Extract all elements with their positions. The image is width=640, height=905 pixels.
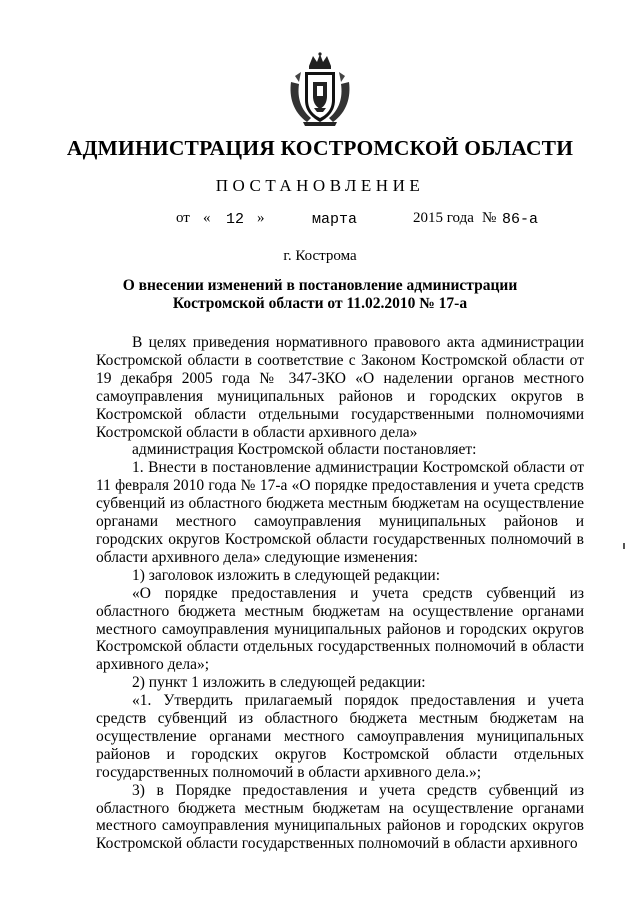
date-month: марта <box>312 211 358 228</box>
body-paragraph: 2) пункт 1 изложить в следующей редакции: <box>132 674 426 692</box>
body-paragraph: «О порядке предоставления и учета средств субвенций из областного бюджета местным бюджетам на осуществление органами местного самоуправления муниципальных районов и городских округов Костромской области отдельных государственных полномочий в области архивного дела»; <box>96 584 584 674</box>
body-paragraph: 1) заголовок изложить в следующей редакции: <box>132 566 440 584</box>
body-paragraph: 3) в Порядке предоставления и учета средств субвенций из областного бюджета местным бюджетам на осуществление органами местного самоуправления муниципальных районов и городских округов Костромской области государственных полномочий в области архивного <box>96 781 584 853</box>
body-paragraph: В целях приведения нормативного правового акта администрации Костромской области в соответствие с Законом Костромской области от 19 декабря 2005 года № 347-ЗКО «О наделении органов местного самоуправления муниципальных районов и городских округов в Костромской области отдельными государственными полномочиями Костромской области в области архивного дела» <box>96 334 584 441</box>
body-paragraph: 1. Внести в постановление администрации Костромской области от 11 февраля 2010 года № 17-а «О порядке предоставления и учета средств субвенций из областного бюджета местным бюджетам на осуществление органами местного самоуправления муниципальных районов и городских округов Костромской области государственных полномочий в области архивного дела» следующие изменения: <box>96 459 584 566</box>
city-line: г. Кострома <box>283 248 357 264</box>
scan-mark <box>623 543 625 549</box>
document-body <box>96 334 584 853</box>
date-day: 12 <box>226 211 245 228</box>
date-close-quote: » <box>257 210 265 226</box>
document-subject <box>100 277 540 313</box>
date-prefix: от <box>176 210 190 226</box>
document-number: 86-а <box>502 211 539 228</box>
body-paragraph: администрация Костромской области постановляет: <box>132 441 477 459</box>
number-sign: № <box>482 210 497 226</box>
subject-line-2: Костромской области от 11.02.2010 № 17-а <box>172 295 468 312</box>
subject-line-1: О внесении изменений в постановление администрации <box>122 277 518 294</box>
coat-of-arms-icon <box>287 52 353 128</box>
date-open-quote: « <box>203 210 211 226</box>
document-type: ПОСТАНОВЛЕНИЕ <box>215 176 425 195</box>
date-year: 2015 года <box>413 210 474 226</box>
organization-title: АДМИНИСТРАЦИЯ КОСТРОМСКОЙ ОБЛАСТИ <box>66 136 574 160</box>
body-paragraph: «1. Утвердить прилагаемый порядок предоставления и учета средств субвенций из областного бюджета местным бюджетам на осуществление органами местного самоуправления муниципальных районов и городских округов Костромской области отдельных государственных полномочий в области архивного дела.»; <box>96 692 584 781</box>
